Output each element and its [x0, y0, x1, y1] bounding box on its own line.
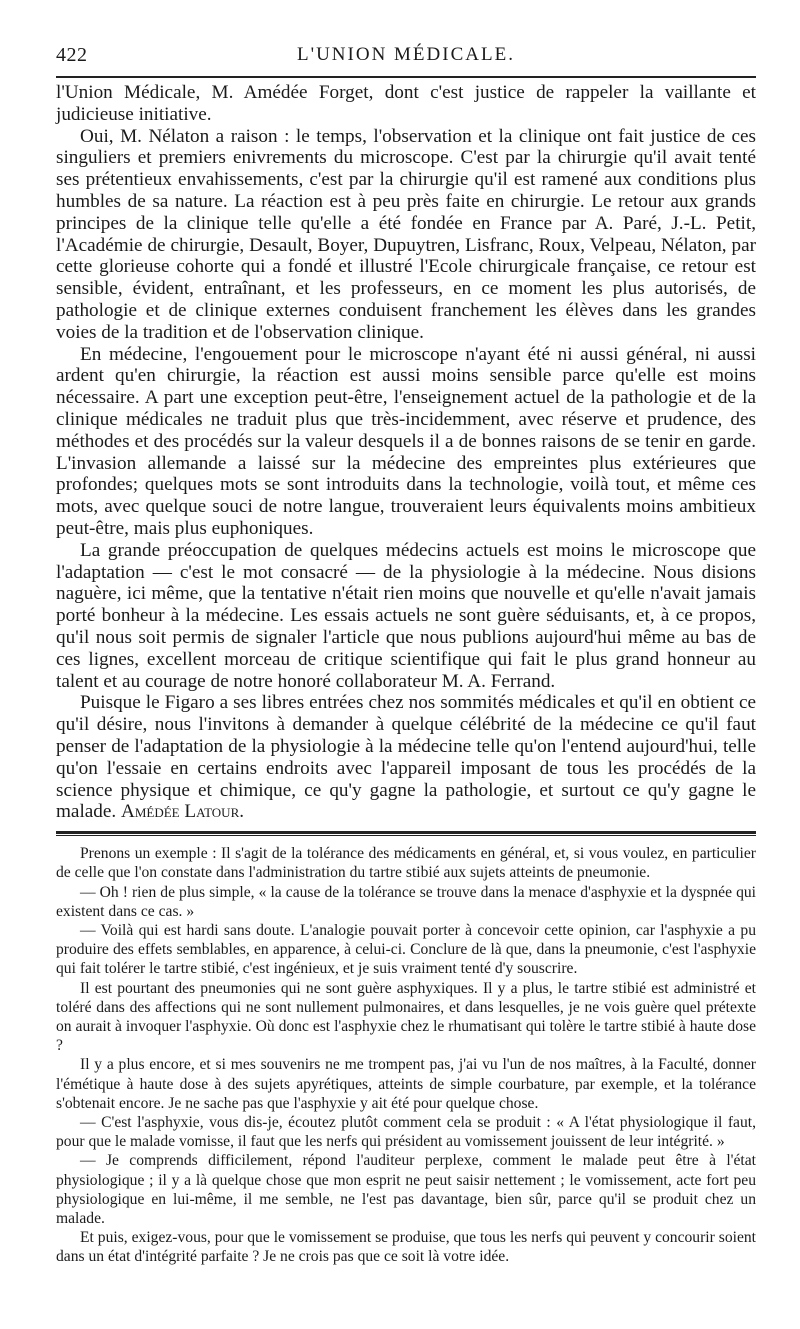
article-paragraph: La grande préoccupation de quelques médecins actuels est moins le microscope que l'adaptation — c'est le mot consacré — de la physiologie à la médecine. Nous disions naguère, ici même, que la tentative n'était rien moins que nouvelle et qu'elle n'avait jamais porté bonheur à la médecine. Les essais actuels ne sont guère séduisants, et, à ce propos, qu'il nous soit permis de signaler l'article que nous publions aujourd'hui même au bas de ces lignes, excellent morceau de critique scientifique qui fait le plus grand honneur au talent et au courage de notre honoré collaborateur M. A. Ferrand.: [56, 539, 756, 692]
feuilleton-paragraph: Il est pourtant des pneumonies qui ne sont guère asphyxiques. Il y a plus, le tartre stibié est administré et toléré dans des affections qui ne sont nullement pulmonaires, et dans lesquelles, je ne vois guère quel prétexte on aurait à invoquer l'asphyxie. Où donc est l'asphyxie chez le rhumatisant qui tolère le tartre stibié à haute dose ?: [56, 979, 756, 1055]
article-paragraph: En médecine, l'engouement pour le microscope n'ayant été ni aussi général, ni aussi ardent qu'en chirurgie, la réaction est aussi moins sensible parce qu'elle est moins nécessaire. A part une exception peut-être, l'enseignement actuel de la pathologie et de la clinique médicales ne traduit plus que très-incidemment, avec réserve et prudence, des méthodes et des procédés sur la valeur desquels il a de bonnes raisons de se tenir en garde. L'invasion allemande a laissé sur la médecine des empreintes plus extérieures que profondes; quelques mots se sont introduits dans la technologie, voilà tout, et même ces mots, avec quelque souci de notre langue, trouveraient leurs équivalents moins ambitieux peut-être, mais plus euphoniques.: [56, 343, 756, 539]
feuilleton-divider-thin: [56, 835, 756, 836]
running-title: L'UNION MÉDICALE.: [297, 44, 515, 65]
feuilleton-paragraph: Prenons un exemple : Il s'agit de la tolérance des médicaments en général, et, si vous voulez, en particulier de celle que l'on constate dans l'administration du tartre stibié aux sujets atteints de pneumonie.: [56, 845, 756, 882]
feuilleton-paragraph: — C'est l'asphyxie, vous dis-je, écoutez plutôt comment cela se produit : « A l'état physiologique il faut, pour que le malade vomisse, il faut que les nerfs qui président au vomissement jouissent de leur intégrité. »: [56, 1113, 756, 1151]
page-number: 422: [56, 44, 88, 66]
article-paragraph: [56, 692, 756, 823]
article-paragraph: l'Union Médicale, M. Amédée Forget, dont c'est justice de rappeler la vaillante et judicieuse initiative.: [56, 82, 756, 125]
feuilleton-paragraph: — Voilà qui est hardi sans doute. L'analogie pouvait porter à concevoir cette opinion, car l'asphyxie a pu produire des effets semblables, en apparence, à celui-ci. Conclure de là que, dans la pneumonie, c'est l'asphyxie qui fait tolérer le tartre stibié, c'est ingénieux, et je suis vraiment tenté d'y souscrire.: [56, 921, 756, 978]
feuilleton-paragraph: Il y a plus encore, et si mes souvenirs ne me trompent pas, j'ai vu l'un de nos maîtres, à la Faculté, donner l'émétique à haute dose à des sujets apyrétiques, atteints de simple courbature, par exemple, et la tolérance s'obtenait encore. Je ne sache pas que l'asphyxie y ait été pour quelque chose.: [56, 1056, 756, 1112]
feuilleton-section: [56, 844, 756, 1266]
feuilleton-divider: [56, 831, 756, 834]
author-signature: Amédée Latour.: [121, 801, 245, 823]
article-paragraph: Oui, M. Nélaton a raison : le temps, l'observation et la clinique ont fait justice de ces singuliers et premiers enivrements du microscope. C'est par la chirurgie qu'il avait tenté ses prétentieux envahissements, c'est par la chirurgie qu'il est ramené aux conditions plus humbles de sa nature. La réaction est à peu près faite en chirurgie. Le retour aux grands principes de la clinique telle qu'elle a été fondée en France par A. Paré, J.-L. Petit, l'Académie de chirurgie, Desault, Boyer, Dupuytren, Lisfranc, Roux, Velpeau, Nélaton, par cette glorieuse cohorte qui a fondé et illustré l'Ecole chirurgicale française, ce retour est sensible, évident, entraînant, et les professeurs, en ce moment les plus autorisés, de pathologie et de clinique externes conduisent franchement les élèves dans les grandes voies de la tradition et de l'observation clinique.: [56, 125, 756, 343]
feuilleton-paragraph: — Je comprends difficilement, répond l'auditeur perplexe, comment le malade peut être à l'état physiologique ; il y a là quelque chose que mon esprit ne peut saisir nettement ; le vomissement, acte fort peu physiologique en lui-même, il me semble, ne l'est pas davantage, bien sûr, parce qu'il se produit chez un malade.: [56, 1152, 756, 1227]
feuilleton-paragraph: — Oh ! rien de plus simple, « la cause de la tolérance se trouve dans la menace d'asphyxie et la dyspnée qui existent dans ce cas. »: [56, 883, 756, 920]
article-paragraph-text: Puisque le Figaro a ses libres entrées chez nos sommités médicales et qu'il en obtient ce qu'il désire, nous l'invitons à demander à quelque célébrité de la médecine ce qu'il faut penser de l'adaptation de la physiologie à la médecine telle qu'on l'entend aujourd'hui, telle qu'on l'essaie en certains endroits avec l'appareil imposant de tous les procédés de la science physique et chimique, ce qu'y gagne la pathologie, et surtout ce qu'y gagne le malade.: [56, 692, 756, 823]
main-article: [56, 82, 756, 823]
feuilleton-paragraph: Et puis, exigez-vous, pour que le vomissement se produise, que tous les nerfs qui peuvent y concourir soient dans un état d'intégrité parfaite ? Je ne crois pas que ce soit là votre idée.: [56, 1229, 756, 1266]
page-header: [56, 42, 756, 78]
